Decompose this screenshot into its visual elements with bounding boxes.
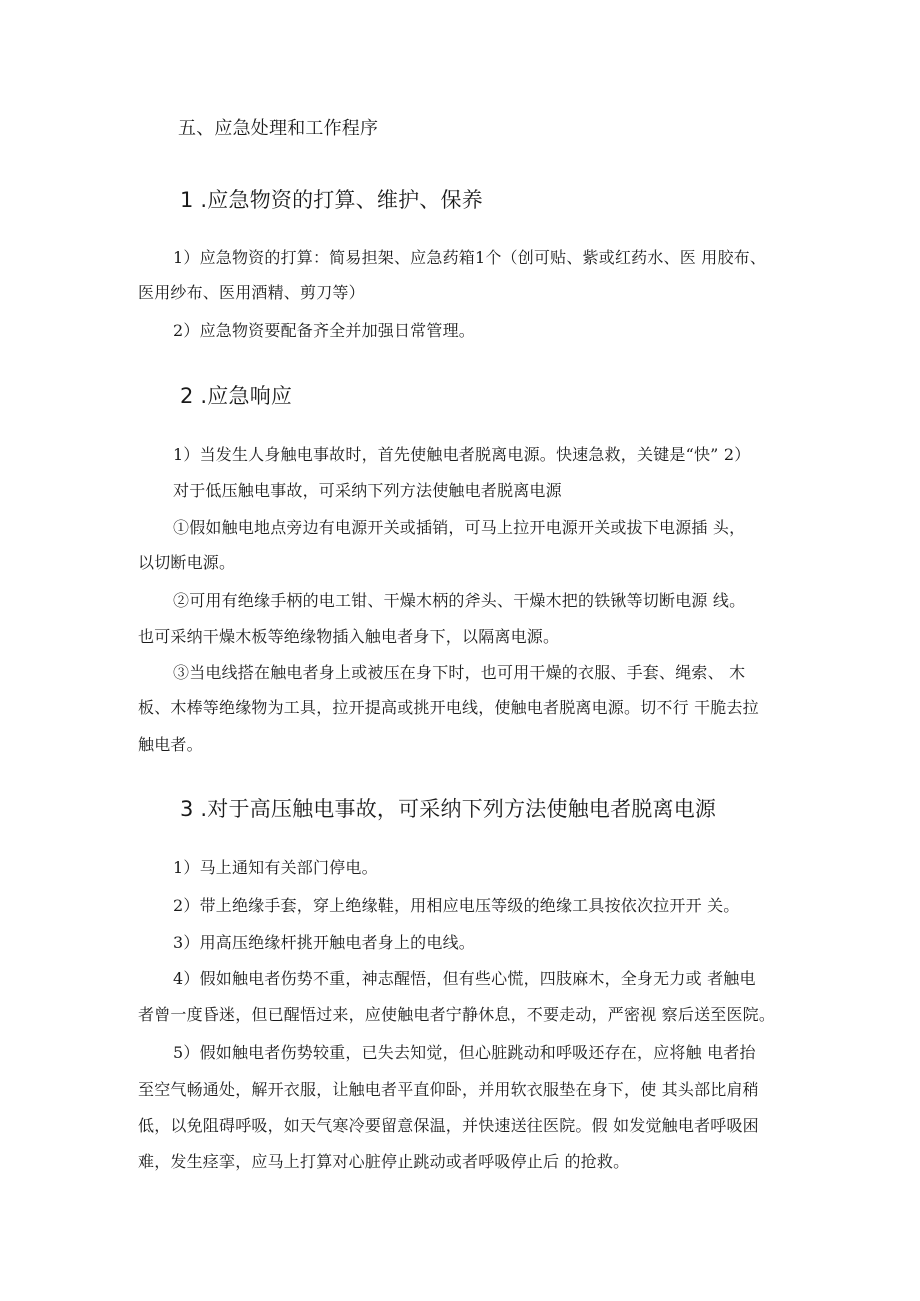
s3-item-5-line-3: 低，以免阻碍呼吸，如天气寒冷要留意保温，并快速送往医院。假 如发觉触电者呼吸困 <box>138 1116 759 1135</box>
s2-circled-2-line-1: ②可用有绝缘手柄的电工钳、干燥木柄的斧头、干燥木把的铁锹等切断电源 线。 <box>173 591 746 610</box>
s3-item-4-line-1: 4）假如触电者伤势不重，神志醒悟，但有些心慌，四肢麻木，全身无力或 者触电 <box>173 969 756 988</box>
s2-paragraph-1-line-1: 1）当发生人身触电事故时，首先使触电者脱离电源。快速急救，关键是“快” 2） <box>173 445 751 464</box>
s1-paragraph-2: 2）应急物资要配备齐全并加强日常管理。 <box>173 321 475 340</box>
s3-item-5-line-1: 5）假如触电者伤势较重，已失去知觉，但心脏跳动和呼吸还存在，应将触 电者抬 <box>173 1043 756 1062</box>
s2-paragraph-1-line-2: 对于低压触电事故，可采纳下列方法使触电者脱离电源 <box>173 481 562 500</box>
s2-circled-3-line-2: 板、木棒等绝缘物为工具，拉开提高或挑开电线，使触电者脱离电源。切不行 干脆去拉 <box>138 698 759 717</box>
section-2-title: 2 .应急响应 <box>180 384 293 408</box>
s2-circled-1-line-1: ①假如触电地点旁边有电源开关或插销，可马上拉开电源开关或拔下电源插 头， <box>173 518 746 537</box>
s2-circled-2-line-2: 也可采纳干燥木板等绝缘物插入触电者身下，以隔离电源。 <box>138 627 560 646</box>
s1-paragraph-1-line-2: 医用纱布、医用酒精、剪刀等） <box>138 283 365 302</box>
s3-item-5-line-2: 至空气畅通处，解开衣服，让触电者平直仰卧，并用软衣服垫在身下，使 其头部比肩稍 <box>138 1080 759 1099</box>
section-1-title: 1 .应急物资的打算、维护、保养 <box>180 188 483 212</box>
s2-circled-1-line-2: 以切断电源。 <box>138 553 236 572</box>
s2-circled-3-line-3: 触电者。 <box>138 735 203 754</box>
s3-item-1: 1）马上通知有关部门停电。 <box>173 858 378 877</box>
main-heading: 五、应急处理和工作程序 <box>178 118 379 139</box>
s3-item-4-line-2: 者曾一度昏迷，但已醒悟过来，应使触电者宁静休息，不要走动，严密视 察后送至医院。 <box>138 1005 776 1024</box>
s3-item-5-line-4: 难，发生痉挛，应马上打算对心脏停止跳动或者呼吸停止后 的抢救。 <box>138 1152 630 1171</box>
section-3-title: 3 .对于高压触电事故，可采纳下列方法使触电者脱离电源 <box>180 797 717 821</box>
s2-circled-3-line-1: ③当电线搭在触电者身上或被压在身下时，也可用干燥的衣服、手套、绳索、 木 <box>173 663 746 682</box>
s3-item-3: 3）用高压绝缘杆挑开触电者身上的电线。 <box>173 933 475 952</box>
s3-item-2: 2）带上绝缘手套，穿上绝缘鞋，用相应电压等级的绝缘工具按依次拉开开 关。 <box>173 896 740 915</box>
s1-paragraph-1-line-1: 1）应急物资的打算：简易担架、应急药箱1个（创可贴、紫或红药水、医 用胶布、 <box>173 248 767 267</box>
